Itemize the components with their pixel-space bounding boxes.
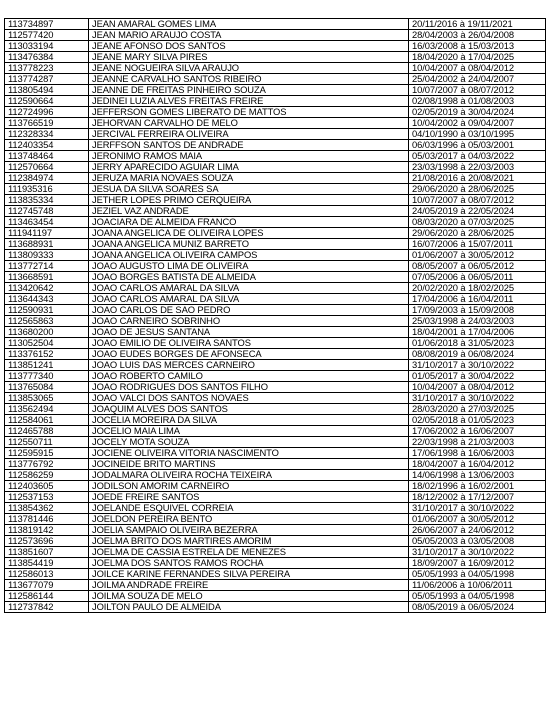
person-name-cell: JOANA ANGELICA MUNIZ BARRETO [89, 239, 409, 250]
table-row [5, 250, 546, 261]
person-name-cell: JOELMA BRITO DOS MARTIRES AMORIM [89, 536, 409, 547]
person-name-cell: JEDINEI LUZIA ALVES FREITAS FREIRE [89, 96, 409, 107]
validity-period-cell: 10/07/2007 à 08/07/2012 [409, 85, 546, 96]
table-row [5, 536, 546, 547]
person-name-cell: JOAO CARLOS DE SAO PEDRO [89, 305, 409, 316]
validity-period-cell: 06/03/1996 à 05/03/2001 [409, 140, 546, 151]
person-name-cell: JERONIMO RAMOS MAIA [89, 151, 409, 162]
person-name-cell: JOAO VALCI DOS SANTOS NOVAES [89, 393, 409, 404]
person-name-cell: JETHER LOPES PRIMO CERQUEIRA [89, 195, 409, 206]
registration-number-cell: 112573696 [5, 536, 89, 547]
table-row [5, 129, 546, 140]
validity-period-cell: 18/04/2001 à 17/04/2006 [409, 327, 546, 338]
registration-number-cell: 113734897 [5, 19, 89, 30]
person-name-cell: JEANE NOGUEIRA SILVA ARAUJO [89, 63, 409, 74]
person-name-cell: JOAO LUIS DAS MERCES CARNEIRO [89, 360, 409, 371]
person-name-cell: JOAO EMILIO DE OLIVEIRA SANTOS [89, 338, 409, 349]
person-name-cell: JEANNE CARVALHO SANTOS RIBEIRO [89, 74, 409, 85]
registration-number-cell: 113854362 [5, 503, 89, 514]
registration-number-cell: 113853065 [5, 393, 89, 404]
table-row [5, 52, 546, 63]
table-row [5, 63, 546, 74]
validity-period-cell: 01/06/2007 à 30/05/2012 [409, 250, 546, 261]
table-row [5, 228, 546, 239]
registration-number-cell: 112586259 [5, 470, 89, 481]
table-row [5, 492, 546, 503]
table-row [5, 118, 546, 129]
validity-period-cell: 16/03/2008 à 15/03/2013 [409, 41, 546, 52]
person-name-cell: JOAO CARNEIRO SOBRINHO [89, 316, 409, 327]
person-name-cell: JODILSON AMORIM CARNEIRO [89, 481, 409, 492]
table-row [5, 316, 546, 327]
table-row [5, 591, 546, 602]
table-row [5, 272, 546, 283]
person-name-cell: JOAO CARLOS AMARAL DA SILVA [89, 294, 409, 305]
validity-period-cell: 08/08/2019 à 06/08/2024 [409, 349, 546, 360]
table-row [5, 239, 546, 250]
table-row [5, 426, 546, 437]
validity-period-cell: 24/05/2019 à 22/05/2024 [409, 206, 546, 217]
registration-number-cell: 112577420 [5, 30, 89, 41]
person-name-cell: JERRY APARECIDO AGUIAR LIMA [89, 162, 409, 173]
registration-number-cell: 113420642 [5, 283, 89, 294]
person-name-cell: JEANNE DE FREITAS PINHEIRO SOUZA [89, 85, 409, 96]
validity-period-cell: 16/07/2006 à 15/07/2011 [409, 239, 546, 250]
registration-number-cell: 112550711 [5, 437, 89, 448]
table-row [5, 602, 546, 613]
registration-number-cell: 112537153 [5, 492, 89, 503]
validity-period-cell: 05/03/2017 à 04/03/2022 [409, 151, 546, 162]
table-row [5, 162, 546, 173]
validity-period-cell: 17/09/2003 à 15/09/2008 [409, 305, 546, 316]
validity-period-cell: 28/04/2003 à 26/04/2008 [409, 30, 546, 41]
validity-period-cell: 11/06/2006 à 10/06/2011 [409, 580, 546, 591]
validity-period-cell: 01/06/2007 à 30/05/2012 [409, 514, 546, 525]
registration-number-cell: 113851241 [5, 360, 89, 371]
person-name-cell: JEZIEL VAZ ANDRADE [89, 206, 409, 217]
table-row [5, 140, 546, 151]
validity-period-cell: 10/04/2007 à 08/04/2012 [409, 63, 546, 74]
person-name-cell: JOANA ANGELICA OLIVEIRA CAMPOS [89, 250, 409, 261]
registration-number-cell: 112565863 [5, 316, 89, 327]
validity-period-cell: 26/06/2007 à 24/06/2012 [409, 525, 546, 536]
validity-period-cell: 18/04/2007 à 16/04/2012 [409, 459, 546, 470]
registration-number-cell: 113562494 [5, 404, 89, 415]
table-row [5, 41, 546, 52]
registration-number-cell: 113766519 [5, 118, 89, 129]
table-row [5, 459, 546, 470]
table-row [5, 173, 546, 184]
validity-period-cell: 25/03/1998 à 24/03/2003 [409, 316, 546, 327]
table-row [5, 415, 546, 426]
registration-number-cell: 113778223 [5, 63, 89, 74]
registration-number-cell: 113668591 [5, 272, 89, 283]
table-row [5, 261, 546, 272]
person-name-cell: JOAO ROBERTO CAMILO [89, 371, 409, 382]
validity-period-cell: 01/05/2017 à 30/04/2022 [409, 371, 546, 382]
validity-period-cell: 10/07/2007 à 08/07/2012 [409, 195, 546, 206]
validity-period-cell: 18/04/2020 à 17/04/2025 [409, 52, 546, 63]
table-row [5, 283, 546, 294]
person-name-cell: JEANE MARY SILVA PIRES [89, 52, 409, 63]
registration-number-cell: 111935316 [5, 184, 89, 195]
table-row [5, 85, 546, 96]
validity-period-cell: 10/04/2007 à 08/04/2012 [409, 382, 546, 393]
validity-period-cell: 02/08/1998 à 01/08/2003 [409, 96, 546, 107]
table-row [5, 569, 546, 580]
table-row [5, 525, 546, 536]
registration-number-cell: 112745748 [5, 206, 89, 217]
validity-period-cell: 28/03/2020 à 27/03/2025 [409, 404, 546, 415]
registration-number-cell: 112403354 [5, 140, 89, 151]
table-row [5, 349, 546, 360]
registration-number-cell: 113688931 [5, 239, 89, 250]
validity-period-cell: 29/06/2020 à 28/06/2025 [409, 184, 546, 195]
registration-number-cell: 112724996 [5, 107, 89, 118]
person-name-cell: JOELIA SAMPAIO OLIVEIRA BEZERRA [89, 525, 409, 536]
person-name-cell: JOILCE KARINE FERNANDES SILVA PEREIRA [89, 569, 409, 580]
registration-number-cell: 113033194 [5, 41, 89, 52]
registration-number-cell: 113463454 [5, 217, 89, 228]
validity-period-cell: 08/05/2007 à 06/05/2012 [409, 261, 546, 272]
registration-number-cell: 113052504 [5, 338, 89, 349]
registration-number-cell: 113809333 [5, 250, 89, 261]
registration-number-cell: 113805494 [5, 85, 89, 96]
registration-number-cell: 113765084 [5, 382, 89, 393]
table-row [5, 558, 546, 569]
validity-period-cell: 31/10/2017 à 30/10/2022 [409, 503, 546, 514]
person-name-cell: JOCINEIDE BRITO MARTINS [89, 459, 409, 470]
table-row [5, 195, 546, 206]
person-name-cell: JOANA ANGELICA DE OLIVEIRA LOPES [89, 228, 409, 239]
person-name-cell: JOCIENE OLIVEIRA VITORIA NASCIMENTO [89, 448, 409, 459]
validity-period-cell: 17/06/1998 à 16/06/2003 [409, 448, 546, 459]
validity-period-cell: 25/04/2002 à 24/04/2007 [409, 74, 546, 85]
validity-period-cell: 04/10/1990 à 03/10/1995 [409, 129, 546, 140]
person-name-cell: JERCIVAL FERREIRA OLIVEIRA [89, 129, 409, 140]
person-name-cell: JEHORVAN CARVALHO DE MELO [89, 118, 409, 129]
person-name-cell: JOAO EUDES BORGES DE AFONSECA [89, 349, 409, 360]
validity-period-cell: 31/10/2017 à 30/10/2022 [409, 547, 546, 558]
person-name-cell: JEANE AFONSO DOS SANTOS [89, 41, 409, 52]
records-table [4, 18, 546, 613]
registration-number-cell: 112403605 [5, 481, 89, 492]
registration-number-cell: 112384974 [5, 173, 89, 184]
table-row [5, 514, 546, 525]
validity-period-cell: 10/04/2002 à 09/04/2007 [409, 118, 546, 129]
validity-period-cell: 21/08/2016 à 20/08/2021 [409, 173, 546, 184]
person-name-cell: JEAN AMARAL GOMES LIMA [89, 19, 409, 30]
registration-number-cell: 112586144 [5, 591, 89, 602]
table-row [5, 206, 546, 217]
validity-period-cell: 18/02/1996 à 16/02/2001 [409, 481, 546, 492]
person-name-cell: JOELDON PEREIRA BENTO [89, 514, 409, 525]
validity-period-cell: 14/06/1998 à 13/06/2003 [409, 470, 546, 481]
validity-period-cell: 05/05/1993 à 04/05/1998 [409, 569, 546, 580]
registration-number-cell: 113774287 [5, 74, 89, 85]
table-row [5, 360, 546, 371]
table-row [5, 107, 546, 118]
validity-period-cell: 31/10/2017 à 30/10/2022 [409, 360, 546, 371]
validity-period-cell: 20/11/2016 à 19/11/2021 [409, 19, 546, 30]
registration-number-cell: 112590931 [5, 305, 89, 316]
person-name-cell: JOAQUIM ALVES DOS SANTOS [89, 404, 409, 415]
validity-period-cell: 18/09/2007 à 16/09/2012 [409, 558, 546, 569]
registration-number-cell: 112584061 [5, 415, 89, 426]
table-row [5, 470, 546, 481]
table-row [5, 30, 546, 41]
table-row [5, 371, 546, 382]
table-row [5, 338, 546, 349]
validity-period-cell: 17/04/2006 à 16/04/2011 [409, 294, 546, 305]
validity-period-cell: 02/05/2018 à 01/05/2023 [409, 415, 546, 426]
person-name-cell: JOACIARA DE ALMEIDA FRANCO [89, 217, 409, 228]
registration-number-cell: 113772714 [5, 261, 89, 272]
validity-period-cell: 05/05/1993 à 04/05/1998 [409, 591, 546, 602]
person-name-cell: JOEDE FREIRE SANTOS [89, 492, 409, 503]
registration-number-cell: 113644343 [5, 294, 89, 305]
validity-period-cell: 17/06/2002 à 16/06/2007 [409, 426, 546, 437]
registration-number-cell: 112590664 [5, 96, 89, 107]
person-name-cell: JEAN MARIO ARAUJO COSTA [89, 30, 409, 41]
validity-period-cell: 08/03/2020 à 07/03/2025 [409, 217, 546, 228]
person-name-cell: JOELMA DOS SANTOS RAMOS ROCHA [89, 558, 409, 569]
person-name-cell: JOCELIO MAIA LIMA [89, 426, 409, 437]
registration-number-cell: 112328334 [5, 129, 89, 140]
table-row [5, 151, 546, 162]
person-name-cell: JODALMARA OLIVEIRA ROCHA TEIXEIRA [89, 470, 409, 481]
registration-number-cell: 113476384 [5, 52, 89, 63]
person-name-cell: JOCELIA MOREIRA DA SILVA [89, 415, 409, 426]
table-row [5, 327, 546, 338]
person-name-cell: JOELANDE ESQUIVEL CORREIA [89, 503, 409, 514]
registration-number-cell: 113776792 [5, 459, 89, 470]
registration-number-cell: 113835334 [5, 195, 89, 206]
person-name-cell: JOAO AUGUSTO LIMA DE OLIVEIRA [89, 261, 409, 272]
validity-period-cell: 07/05/2006 à 06/05/2011 [409, 272, 546, 283]
person-name-cell: JOILMA ANDRADE FREIRE [89, 580, 409, 591]
table-row [5, 74, 546, 85]
validity-period-cell: 31/10/2017 à 30/10/2022 [409, 393, 546, 404]
person-name-cell: JEFFERSON GOMES LIBERATO DE MATTOS [89, 107, 409, 118]
table-row [5, 404, 546, 415]
registration-number-cell: 113781446 [5, 514, 89, 525]
person-name-cell: JOAO CARLOS AMARAL DA SILVA [89, 283, 409, 294]
table-row [5, 19, 546, 30]
table-row [5, 294, 546, 305]
registration-number-cell: 112570664 [5, 162, 89, 173]
table-row [5, 305, 546, 316]
registration-number-cell: 113680200 [5, 327, 89, 338]
table-row [5, 547, 546, 558]
table-row [5, 448, 546, 459]
table-row [5, 481, 546, 492]
table-row [5, 393, 546, 404]
validity-period-cell: 05/05/2003 à 03/05/2008 [409, 536, 546, 547]
registration-number-cell: 111941197 [5, 228, 89, 239]
person-name-cell: JOILMA SOUZA DE MELO [89, 591, 409, 602]
registration-number-cell: 112737842 [5, 602, 89, 613]
table-row [5, 217, 546, 228]
table-row [5, 580, 546, 591]
validity-period-cell: 08/05/2019 à 06/05/2024 [409, 602, 546, 613]
validity-period-cell: 22/03/1998 à 21/03/2003 [409, 437, 546, 448]
person-name-cell: JOELMA DE CASSIA ESTRELA DE MENEZES [89, 547, 409, 558]
registration-number-cell: 113748464 [5, 151, 89, 162]
person-name-cell: JOAO DE JESUS SANTANA [89, 327, 409, 338]
person-name-cell: JERUZA MARIA NOVAES SOUZA [89, 173, 409, 184]
validity-period-cell: 29/06/2020 à 28/06/2025 [409, 228, 546, 239]
table-row [5, 96, 546, 107]
table-row [5, 437, 546, 448]
table-row [5, 503, 546, 514]
person-name-cell: JOCELY MOTA SOUZA [89, 437, 409, 448]
validity-period-cell: 01/06/2018 à 31/05/2023 [409, 338, 546, 349]
person-name-cell: JESUA DA SILVA SOARES SA [89, 184, 409, 195]
validity-period-cell: 20/02/2020 à 18/02/2025 [409, 283, 546, 294]
registration-number-cell: 112465788 [5, 426, 89, 437]
table-row [5, 184, 546, 195]
validity-period-cell: 02/05/2019 à 30/04/2024 [409, 107, 546, 118]
person-name-cell: JOILTON PAULO DE ALMEIDA [89, 602, 409, 613]
person-name-cell: JOAO RODRIGUES DOS SANTOS FILHO [89, 382, 409, 393]
person-name-cell: JOAO BORGES BATISTA DE ALMEIDA [89, 272, 409, 283]
registration-number-cell: 113851607 [5, 547, 89, 558]
registration-number-cell: 112595915 [5, 448, 89, 459]
registration-number-cell: 113819142 [5, 525, 89, 536]
validity-period-cell: 18/12/2002 à 17/12/2007 [409, 492, 546, 503]
registration-number-cell: 113777340 [5, 371, 89, 382]
registration-number-cell: 113854419 [5, 558, 89, 569]
validity-period-cell: 23/03/1998 à 22/03/2003 [409, 162, 546, 173]
table-row [5, 382, 546, 393]
registration-number-cell: 112586013 [5, 569, 89, 580]
records-table-body [5, 19, 546, 613]
person-name-cell: JERFFSON SANTOS DE ANDRADE [89, 140, 409, 151]
registration-number-cell: 113376152 [5, 349, 89, 360]
registration-number-cell: 113677079 [5, 580, 89, 591]
